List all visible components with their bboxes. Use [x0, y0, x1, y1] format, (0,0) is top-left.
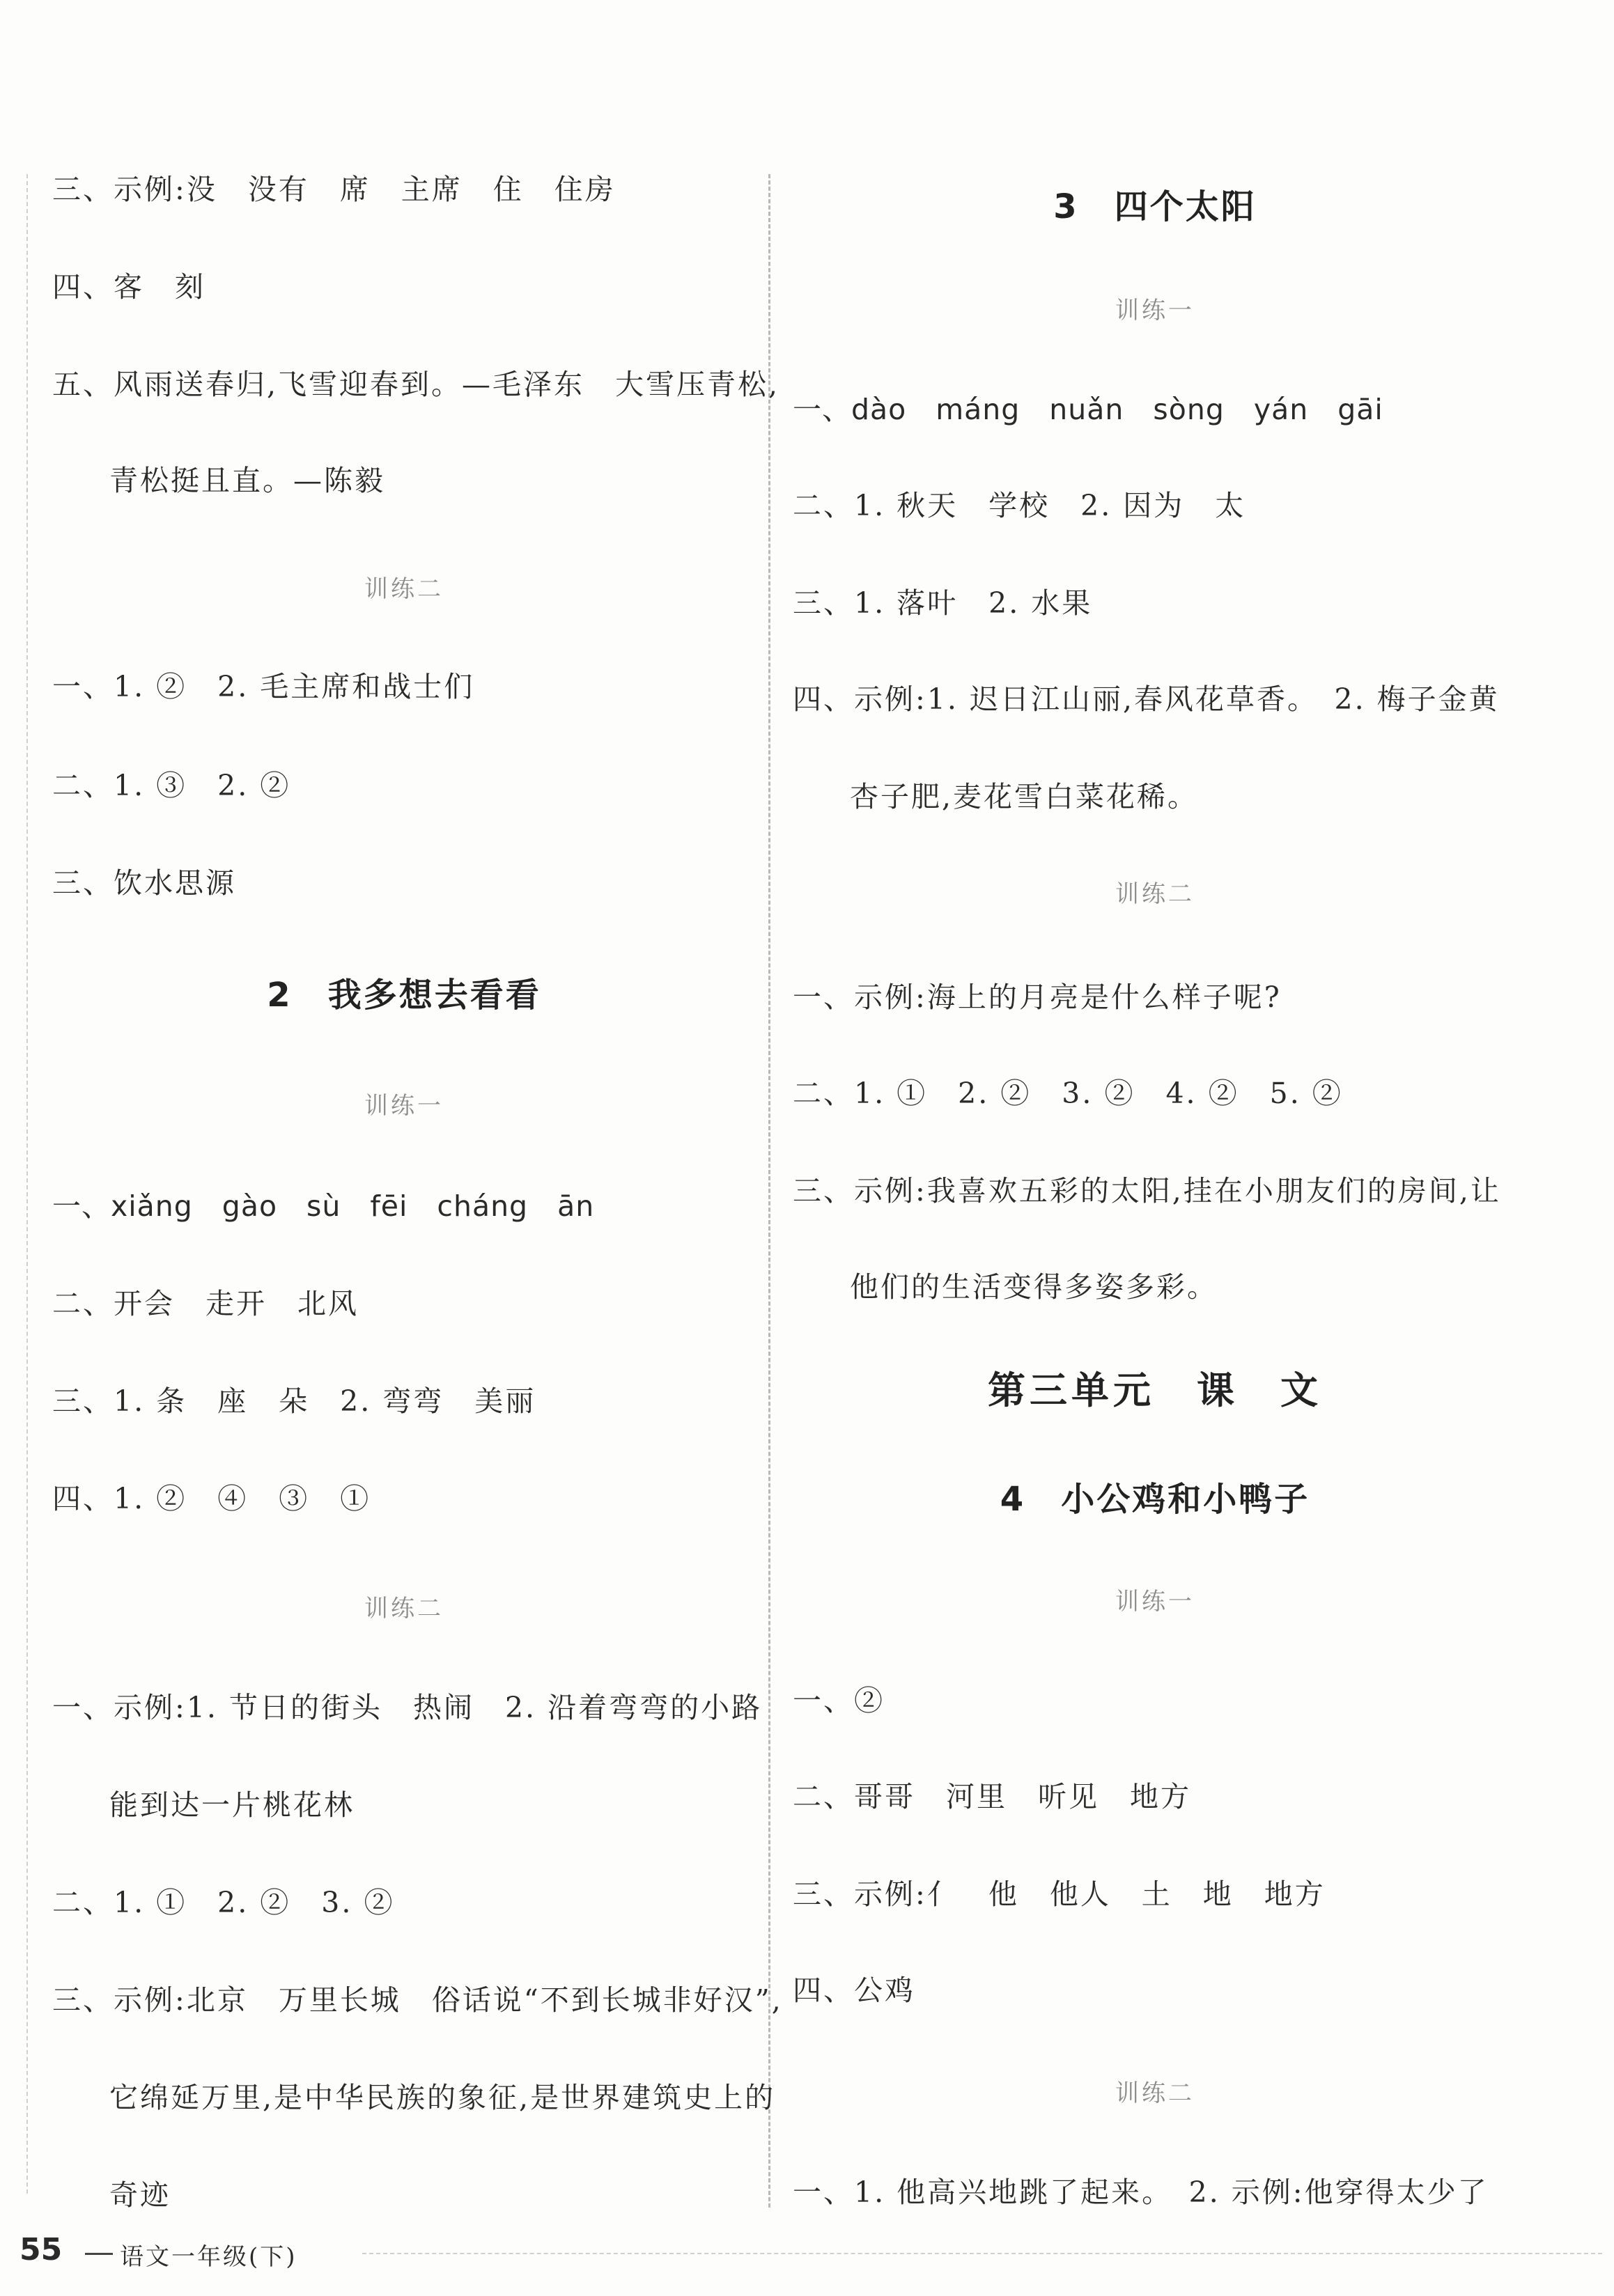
column-divider	[768, 174, 770, 2208]
answer-line: 杏子肥,麦花雪白菜花稀。	[850, 780, 1199, 813]
answer-line: 一、1. 他高兴地跳了起来。 2. 示例:他穿得太少了	[793, 2176, 1489, 2209]
answer-line: 二、1. ① 2. ② 3. ②	[52, 1886, 395, 1919]
answer-line: 奇迹	[109, 2178, 171, 2212]
lesson-title: 4 小公鸡和小鸭子	[1000, 1480, 1310, 1519]
answer-line: 青松挺且直。—陈毅	[109, 464, 385, 497]
answer-line: 一、示例:1. 节日的街头 热闹 2. 沿着弯弯的小路	[52, 1691, 763, 1724]
binding-edge-line	[26, 174, 28, 2194]
answer-line: 一、1. ② 2. 毛主席和战士们	[52, 670, 475, 703]
answer-line: 二、1. 秋天 学校 2. 因为 太	[793, 489, 1246, 522]
footer-rule	[85, 2253, 113, 2255]
answer-line: 三、1. 落叶 2. 水果	[793, 586, 1093, 620]
answer-line: 二、开会 走开 北风	[52, 1287, 359, 1320]
answer-line: 四、示例:1. 迟日江山丽,春风花草香。 2. 梅子金黄	[793, 682, 1500, 716]
footer-dashed-line	[362, 2253, 1602, 2254]
answer-line: 三、示例:没 没有 席 主席 住 住房	[52, 173, 616, 206]
answer-line: 四、1. ② ④ ③ ①	[52, 1482, 371, 1515]
answer-line: 他们的生活变得多姿多彩。	[850, 1270, 1218, 1304]
lesson-title: 2 我多想去看看	[267, 976, 541, 1015]
answer-line: 三、示例:我喜欢五彩的太阳,挂在小朋友们的房间,让	[793, 1174, 1501, 1208]
answer-line: 四、客 刻	[52, 270, 205, 304]
section-heading: 训练二	[364, 1595, 444, 1623]
answer-line: 一、xiǎng gào sù fēi cháng ān	[52, 1189, 595, 1223]
answer-line: 能到达一片桃花林	[109, 1788, 355, 1822]
page-footer	[0, 2232, 1614, 2281]
section-heading: 训练二	[1115, 880, 1195, 908]
unit-title: 第三单元 课 文	[988, 1368, 1322, 1412]
section-heading: 训练二	[1115, 2079, 1195, 2107]
page-number: 55	[20, 2232, 63, 2267]
answer-line: 它绵延万里,是中华民族的象征,是世界建筑史上的	[109, 2081, 776, 2114]
book-title: 语文一年级(下)	[120, 2243, 297, 2271]
lesson-title: 3 四个太阳	[1053, 187, 1257, 226]
answer-line: 五、风雨送春归,飞雪迎春到。—毛泽东 大雪压青松,	[52, 368, 780, 401]
section-heading: 训练二	[364, 575, 444, 603]
section-heading: 训练一	[1115, 1588, 1195, 1616]
answer-line: 二、1. ① 2. ② 3. ② 4. ② 5. ②	[793, 1077, 1343, 1110]
section-heading: 训练一	[1115, 297, 1195, 325]
answer-line: 三、示例:亻 他 他人 土 地 地方	[793, 1877, 1326, 1911]
answer-line: 三、示例:北京 万里长城 俗话说“不到长城非好汉”,	[52, 1983, 783, 2017]
answer-line: 四、公鸡	[793, 1974, 915, 2007]
answer-line: 二、1. ③ 2. ②	[52, 769, 291, 802]
answer-line: 一、示例:海上的月亮是什么样子呢?	[793, 981, 1282, 1014]
answer-line: 一、dào máng nuǎn sòng yán gāi	[793, 393, 1383, 426]
section-heading: 训练一	[364, 1092, 444, 1120]
answer-line: 三、饮水思源	[52, 866, 236, 900]
answer-line: 一、②	[793, 1684, 885, 1717]
answer-line: 三、1. 条 座 朵 2. 弯弯 美丽	[52, 1384, 536, 1418]
answer-line: 二、哥哥 河里 听见 地方	[793, 1780, 1191, 1813]
